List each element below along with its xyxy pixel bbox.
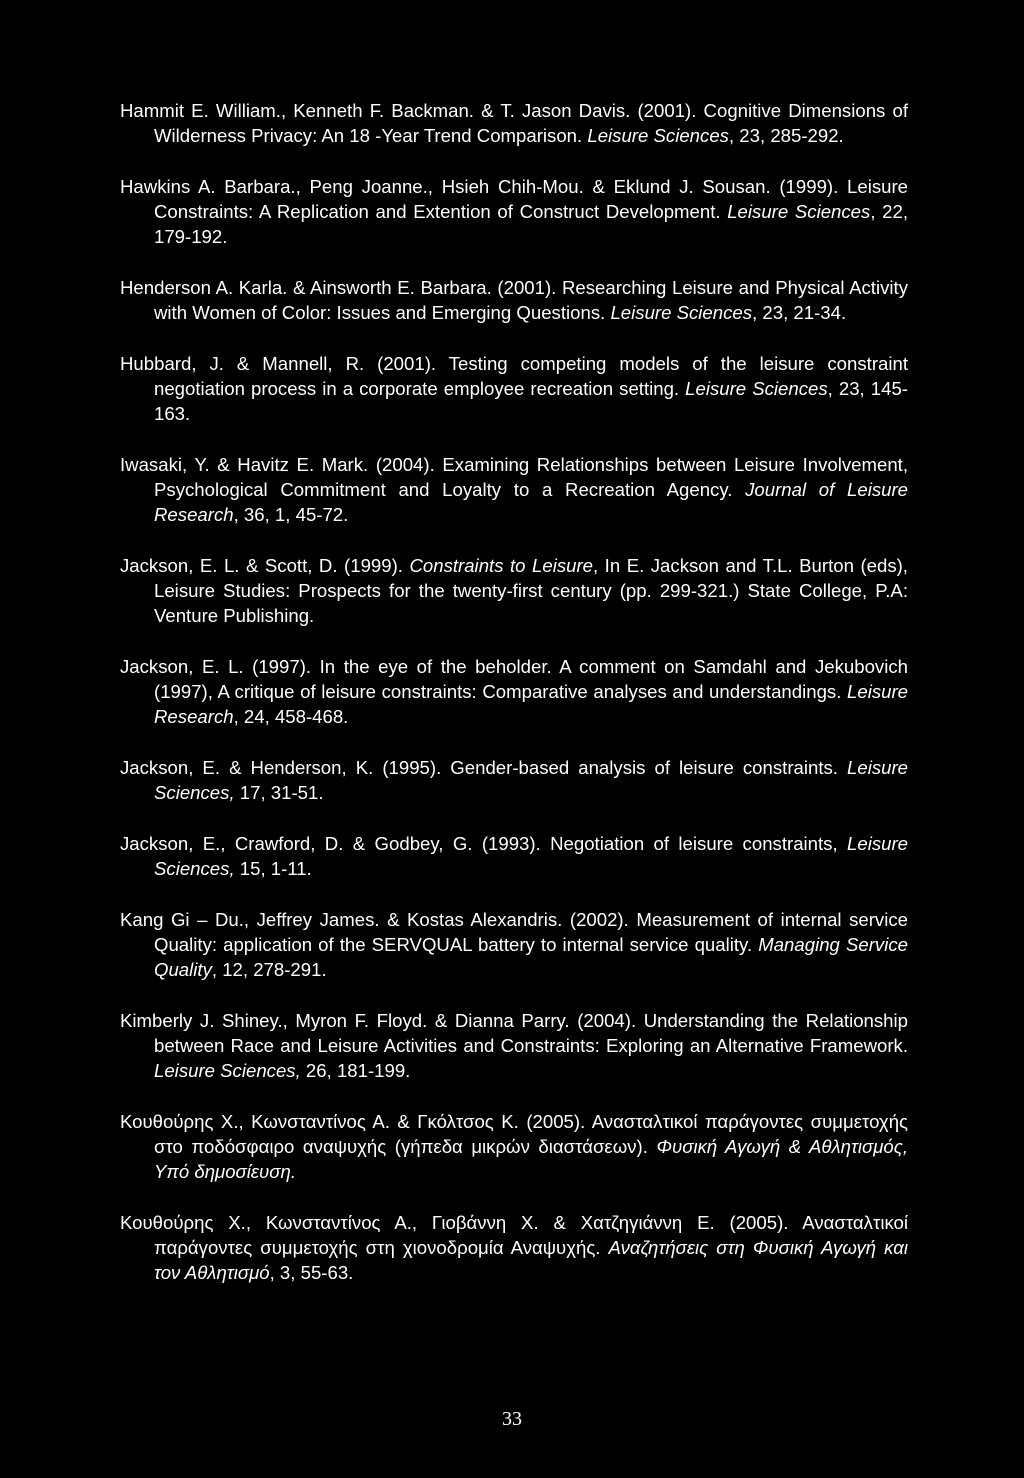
reference-entry — [120, 1210, 908, 1285]
reference-text: Kimberly J. Shiney., Myron F. Floyd. & Dianna Parry. (2004). Understanding the Relationship between Race and Leisure Activities and Constraints: Exploring an Alternative Framework. — [120, 1010, 908, 1056]
reference-citation: , 36, 1, 45-72. — [233, 504, 349, 525]
reference-entry — [120, 654, 908, 729]
reference-entry — [120, 755, 908, 805]
reference-entry — [120, 1008, 908, 1083]
reference-citation: , 23, 285-292. — [728, 125, 844, 146]
reference-citation: , 24, 458-468. — [233, 706, 349, 727]
reference-journal: Leisure Research — [154, 681, 908, 727]
reference-journal: Leisure Sciences — [610, 302, 753, 323]
reference-text: Henderson A. Karla. & Ainsworth E. Barbara. (2001). Researching Leisure and Physical Activity with Women of Color: Issues and Emerging Questions. — [120, 277, 908, 323]
reference-text: Hawkins A. Barbara., Peng Joanne., Hsieh Chih-Mou. & Eklund J. Sousan. (1999). Leisure Constraints: A Replication and Extention of Construct Development. — [120, 176, 908, 222]
reference-entry — [120, 174, 908, 249]
reference-citation: , 12, 278-291. — [211, 959, 327, 980]
reference-text: Hubbard, J. & Mannell, R. (2001). Testing competing models of the leisure constraint negotiation process in a corporate employee recreation setting. — [120, 353, 908, 399]
reference-text: Hammit E. William., Kenneth F. Backman. & T. Jason Davis. (2001). Cognitive Dimensions of Wilderness Privacy: An 18 -Year Trend Comparison. — [120, 100, 908, 146]
reference-citation: , In E. Jackson and T.L. Burton (eds), Leisure Studies: Prospects for the twenty-first century (pp. 299-321.) State College, P.A: Venture Publishing. — [154, 555, 908, 626]
reference-citation: , 3, 55-63. — [269, 1262, 354, 1283]
reference-journal: Journal of Leisure Research — [154, 479, 908, 525]
reference-text: Kang Gi – Du., Jeffrey James. & Kostas Alexandris. (2002). Measurement of internal service Quality: application of the SERVQUAL battery to internal service quality. — [120, 909, 908, 955]
reference-entry — [120, 831, 908, 881]
reference-journal: Leisure Sciences, — [154, 1060, 301, 1081]
reference-journal: Managing Service Quality — [154, 934, 908, 980]
reference-journal: Leisure Sciences, — [154, 833, 908, 879]
reference-text: Jackson, E. L. & Scott, D. (1999). — [120, 555, 410, 576]
reference-citation: , 23, 145-163. — [154, 378, 908, 424]
reference-entry — [120, 1109, 908, 1184]
reference-journal: Leisure Sciences — [587, 125, 729, 146]
reference-citation: 17, 31-51. — [234, 782, 324, 803]
reference-text: Jackson, E., Crawford, D. & Godbey, G. (1993). Negotiation of leisure constraints, — [120, 833, 848, 854]
reference-entry — [120, 275, 908, 325]
reference-journal: Leisure Sciences — [727, 201, 871, 222]
reference-entry — [120, 98, 908, 148]
reference-journal: Leisure Sciences, — [154, 757, 908, 803]
reference-text: Iwasaki, Y. & Havitz E. Mark. (2004). Examining Relationships between Leisure Involvement, Psychological Commitment and Loyalty to a Recreation Agency. — [120, 454, 908, 500]
reference-list — [120, 98, 908, 1311]
reference-entry — [120, 553, 908, 628]
reference-text: Jackson, E. L. (1997). In the eye of the beholder. A comment on Samdahl and Jekubovich (1997), A critique of leisure constraints: Comparative analyses and understandings. — [120, 656, 908, 702]
reference-journal: Φυσική Αγωγή & Αθλητισμός, Υπό δημοσίευση. — [154, 1136, 908, 1182]
reference-citation: , 22, 179-192. — [154, 201, 909, 247]
reference-entry — [120, 452, 908, 527]
reference-citation: 26, 181-199. — [300, 1060, 411, 1081]
reference-citation: , 23, 21-34. — [752, 302, 847, 323]
reference-entry — [120, 907, 908, 982]
reference-citation: 15, 1-11. — [234, 858, 312, 879]
reference-journal: Constraints to Leisure — [409, 555, 593, 576]
page-number: 33 — [502, 1408, 522, 1430]
reference-text: Jackson, E. & Henderson, K. (1995). Gender-based analysis of leisure constraints. — [120, 757, 848, 778]
reference-text: Κουθούρης Χ., Κωνσταντίνος Α. & Γκόλτσος Κ. (2005). Ανασταλτικοί παράγοντες συμμετοχής στο ποδόσφαιρο αναψυχής (γήπεδα μικρών διαστάσεων). — [120, 1111, 908, 1157]
reference-journal: Αναζητήσεις στη Φυσική Αγωγή και τον Αθλητισμό — [154, 1237, 908, 1283]
reference-journal: Leisure Sciences — [685, 378, 828, 399]
reference-text: Κουθούρης Χ., Κωνσταντίνος Α., Γιοβάννη Χ. & Χατζηγιάννη Ε. (2005). Ανασταλτικοί παράγοντες συμμετοχής στη χιονοδρομία Αναψυχής. — [120, 1212, 908, 1258]
reference-entry — [120, 351, 908, 426]
